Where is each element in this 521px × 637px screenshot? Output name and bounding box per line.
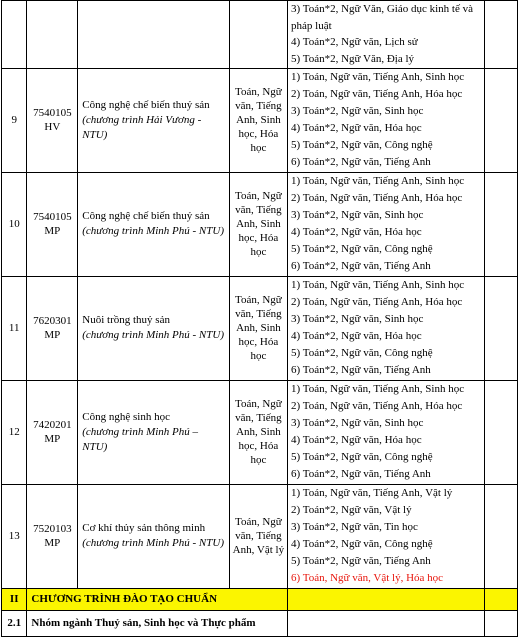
combo-line: 4) Toán*2, Ngữ văn, Lịch sử	[291, 36, 418, 48]
combo-line: 4) Toán*2, Ngữ văn, Công nghệ	[291, 538, 433, 551]
table-row	[2, 484, 518, 588]
cell-combos	[288, 1, 485, 69]
combo-line: 6) Toán, Ngữ văn, Vật lý, Hóa học	[291, 572, 444, 585]
subjects-list: Toán, Ngữ văn, Tiếng Anh, Sinh học, Hóa học	[235, 86, 282, 155]
subjects-list: Toán, Ngữ văn, Tiếng Anh, Sinh học, Hóa học	[235, 398, 282, 467]
combo-line: 1) Toán, Ngữ văn, Tiếng Anh, Sinh học	[291, 278, 465, 291]
subsection-number	[2, 610, 27, 636]
cell-no	[2, 1, 27, 69]
major-code-part: 7420201	[33, 419, 72, 432]
major-name-cell	[78, 69, 230, 173]
major-name-cell	[78, 276, 230, 380]
cell-code	[27, 1, 78, 69]
cell-note	[485, 1, 518, 69]
subjects-list: Toán, Ngữ văn, Tiếng Anh, Sinh học, Hóa học	[235, 294, 282, 363]
row-number-text: 10	[8, 218, 20, 231]
table-row	[2, 172, 518, 276]
combos-cell	[288, 380, 485, 484]
combo-line: 1) Toán, Ngữ văn, Tiếng Anh, Sinh học	[291, 174, 465, 187]
subjects-cell	[229, 380, 287, 484]
note-cell	[485, 276, 518, 380]
combo-line: 3) Toán*2, Ngữ văn, Sinh học	[291, 312, 424, 325]
combo-line: 2) Toán, Ngữ văn, Tiếng Anh, Hóa học	[291, 295, 463, 308]
major-code-part: MP	[44, 225, 61, 238]
combo-line: 1) Toán, Ngữ văn, Tiếng Anh, Vật lý	[291, 486, 453, 499]
major-code-part: 7520103	[33, 523, 72, 536]
row-number	[2, 380, 27, 484]
combo-line: 5) Toán*2, Ngữ văn, Công nghệ	[291, 243, 433, 256]
section-header-row	[2, 588, 518, 610]
row-number-text: 12	[8, 426, 20, 439]
subsection-number-text: 2.1	[7, 617, 22, 630]
major-name: Công nghệ chế biến thuỷ sản	[82, 210, 210, 223]
cell-subjects	[229, 1, 287, 69]
major-code	[27, 69, 78, 173]
row-number-text: 11	[8, 322, 20, 335]
subsection-title: Nhóm ngành Thuỷ sản, Sinh học và Thực phẩm	[31, 617, 256, 630]
major-code	[27, 172, 78, 276]
admission-table	[1, 0, 518, 637]
section-title: CHƯƠNG TRÌNH ĐÀO TẠO CHUẨN	[31, 593, 218, 606]
note-cell	[485, 380, 518, 484]
major-code-part: 7620301	[33, 315, 72, 328]
row-number	[2, 276, 27, 380]
row-number	[2, 69, 27, 173]
section-empty-cell	[485, 588, 518, 610]
subjects-list: Toán, Ngữ văn, Tiếng Anh, Vật lý	[232, 516, 285, 557]
combo-line: 6) Toán*2, Ngữ văn, Tiếng Anh	[291, 260, 431, 273]
subsection-header-row	[2, 610, 518, 636]
table-row	[2, 276, 518, 380]
major-name-cell	[78, 484, 230, 588]
combo-line: 4) Toán*2, Ngữ văn, Hóa học	[291, 434, 422, 447]
combo-line: 3) Toán*2, Ngữ văn, Sinh học	[291, 208, 424, 221]
row-number	[2, 172, 27, 276]
subsection-empty-cell	[288, 610, 485, 636]
section-title-cell	[27, 588, 288, 610]
subsection-empty-cell	[485, 610, 518, 636]
combo-line: 1) Toán, Ngữ văn, Tiếng Anh, Sinh học	[291, 71, 465, 83]
major-code-part: HV	[44, 121, 61, 134]
table-row-continued	[2, 1, 518, 69]
major-name: Công nghệ chế biến thuỷ sản	[82, 98, 210, 111]
major-code	[27, 484, 78, 588]
combo-line: 4) Toán*2, Ngữ văn, Hóa học	[291, 226, 422, 239]
major-name: Cơ khí thủy sản thông minh	[82, 522, 206, 535]
combo-line: 6) Toán*2, Ngữ văn, Tiếng Anh	[291, 156, 431, 169]
major-code-part: MP	[44, 537, 61, 550]
major-name-cell	[78, 380, 230, 484]
major-code	[27, 276, 78, 380]
combo-line: 5) Toán*2, Ngữ văn, Tiếng Anh	[291, 555, 431, 568]
combo-line: 6) Toán*2, Ngữ văn, Tiếng Anh	[291, 364, 431, 377]
subjects-cell	[229, 484, 287, 588]
combo-line: 1) Toán, Ngữ văn, Tiếng Anh, Sinh học	[291, 382, 465, 395]
combo-line: 3) Toán*2, Ngữ văn, Tin học	[291, 520, 418, 533]
combo-line: 5) Toán*2, Ngữ văn, Công nghệ	[291, 139, 433, 152]
program-name: (chương trình Minh Phú - NTU)	[82, 225, 224, 238]
combos-cell	[288, 276, 485, 380]
combo-line: 4) Toán*2, Ngữ văn, Hóa học	[291, 330, 422, 343]
section-number-text: II	[9, 593, 19, 606]
section-empty-cell	[288, 588, 485, 610]
row-number-text: 9	[11, 114, 17, 127]
major-name-cell	[78, 172, 230, 276]
note-cell	[485, 484, 518, 588]
major-name: Nuôi trồng thuỷ sản	[82, 314, 170, 327]
row-number	[2, 484, 27, 588]
program-name: (chương trình Minh Phú – NTU)	[82, 425, 199, 453]
major-code	[27, 380, 78, 484]
combo-line: 3) Toán*2, Ngữ văn, Sinh học	[291, 416, 424, 429]
subjects-cell	[229, 172, 287, 276]
cell-name	[78, 1, 230, 69]
combo-line: 2) Toán*2, Ngữ văn, Vật lý	[291, 503, 412, 516]
table-row	[2, 69, 518, 173]
note-cell	[485, 69, 518, 173]
program-name: (chương trình Minh Phú - NTU)	[82, 537, 224, 550]
combo-line: 4) Toán*2, Ngữ văn, Hóa học	[291, 122, 422, 135]
major-code-part: 7540105	[33, 211, 72, 224]
combo-line: 2) Toán, Ngữ văn, Tiếng Anh, Hóa học	[291, 88, 463, 101]
table-row	[2, 380, 518, 484]
combo-line: 3) Toán*2, Ngữ văn, Sinh học	[291, 105, 424, 118]
subjects-cell	[229, 69, 287, 173]
subjects-cell	[229, 276, 287, 380]
subjects-list: Toán, Ngữ văn, Tiếng Anh, Sinh học, Hóa học	[235, 190, 282, 259]
combos-cell	[288, 484, 485, 588]
combo-line: 3) Toán*2, Ngữ Văn, Giáo dục kinh tế và pháp luật	[291, 3, 474, 32]
combo-line: 5) Toán*2, Ngữ văn, Công nghệ	[291, 451, 433, 464]
combo-line: 5) Toán*2, Ngữ Văn, Địa lý	[291, 52, 415, 65]
row-number-text: 13	[8, 530, 20, 543]
major-code-part: MP	[44, 329, 61, 342]
combo-line: 2) Toán, Ngữ văn, Tiếng Anh, Hóa học	[291, 191, 463, 204]
program-name: (chương trình Hải Vương - NTU)	[82, 113, 202, 141]
combo-line: 5) Toán*2, Ngữ văn, Công nghệ	[291, 347, 433, 360]
note-cell	[485, 172, 518, 276]
section-number	[2, 588, 27, 610]
major-code-part: 7540105	[33, 107, 72, 120]
major-name: Công nghệ sinh học	[82, 410, 170, 423]
combo-line: 2) Toán, Ngữ văn, Tiếng Anh, Hóa học	[291, 399, 463, 412]
combos-cell	[288, 69, 485, 173]
major-code-part: MP	[44, 433, 61, 446]
combos-cell	[288, 172, 485, 276]
subsection-title-cell	[27, 610, 288, 636]
combo-line: 6) Toán*2, Ngữ văn, Tiếng Anh	[291, 468, 431, 481]
program-name: (chương trình Minh Phú - NTU)	[82, 329, 224, 342]
